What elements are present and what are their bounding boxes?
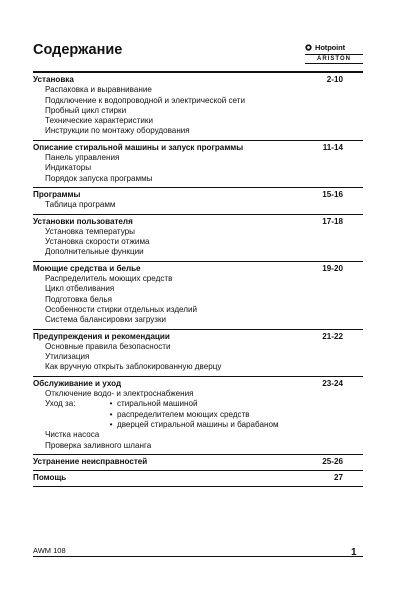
bullet: • bbox=[109, 409, 113, 419]
care-list bbox=[33, 399, 363, 409]
section-title: Предупреждения и рекомендации bbox=[33, 331, 170, 341]
page-number: 1 bbox=[351, 547, 357, 558]
section-pages: 15-16 bbox=[322, 189, 343, 199]
section-pages: 27 bbox=[333, 473, 343, 483]
brand-name: Hotpoint bbox=[315, 43, 346, 52]
page-title: Содержание bbox=[33, 42, 123, 58]
toc-item: Отключение водо- и электроснабжения bbox=[45, 389, 194, 399]
toc-item: Пробный цикл стирки bbox=[45, 105, 127, 115]
care-list bbox=[33, 410, 363, 420]
section-title: Описание стиральной машины и запуск программы bbox=[33, 142, 244, 152]
brand-mark-icon bbox=[305, 44, 312, 51]
footer-divider bbox=[33, 556, 363, 557]
section-title: Обслуживание и уход bbox=[33, 378, 122, 388]
section-pages: 17-18 bbox=[322, 216, 343, 226]
toc-section-detergents bbox=[33, 262, 363, 330]
toc-item: Порядок запуска программы bbox=[45, 173, 153, 183]
toc-item: Распределитель моющих средств bbox=[45, 274, 173, 284]
toc-item: Распаковка и выравнивание bbox=[45, 85, 152, 95]
toc-item: Чистка насоса bbox=[45, 430, 100, 440]
section-pages: 11-14 bbox=[322, 142, 343, 152]
care-bullet-item: стиральной машиной bbox=[117, 399, 198, 409]
model-number: AWM 108 bbox=[33, 546, 66, 555]
bullet: • bbox=[109, 419, 113, 429]
toc-section-help bbox=[33, 471, 363, 487]
toc-item: Таблица программ bbox=[45, 200, 116, 210]
toc-item: Инструкции по монтажу оборудования bbox=[45, 126, 190, 136]
section-pages: 21-22 bbox=[322, 331, 343, 341]
toc-item: Установка температуры bbox=[45, 226, 135, 236]
section-title: Устранение неисправностей bbox=[33, 456, 148, 466]
section-pages: 19-20 bbox=[322, 263, 343, 273]
toc-item: Как вручную открыть заблокированную дверцу bbox=[45, 362, 222, 372]
toc-item: Подготовка белья bbox=[45, 294, 112, 304]
section-title: Программы bbox=[33, 189, 81, 199]
toc-section-maintenance bbox=[33, 377, 363, 455]
toc-item: Панель управления bbox=[45, 153, 120, 163]
toc-item: Цикл отбеливания bbox=[45, 284, 115, 294]
toc-item: Технические характеристики bbox=[45, 116, 153, 126]
care-bullet-item: распределителем моющих средств bbox=[117, 409, 250, 419]
care-bullet-item: дверцей стиральной машины и барабаном bbox=[117, 419, 279, 429]
care-list bbox=[33, 420, 363, 430]
toc-item: Система балансировки загрузки bbox=[45, 315, 167, 325]
section-pages: 2-10 bbox=[326, 75, 343, 84]
toc-item: Проверка заливного шланга bbox=[45, 440, 152, 450]
toc-item: Индикаторы bbox=[45, 163, 92, 173]
brand-logo bbox=[305, 43, 363, 69]
section-title: Установка bbox=[33, 75, 74, 84]
table-of-contents bbox=[33, 73, 363, 487]
toc-item: Утилизация bbox=[45, 352, 90, 362]
toc-section-warnings bbox=[33, 330, 363, 377]
section-title: Установки пользователя bbox=[33, 216, 133, 226]
brand-sub: ARISTON bbox=[305, 54, 363, 64]
section-title: Помощь bbox=[33, 473, 67, 483]
toc-section-troubleshooting bbox=[33, 455, 363, 471]
toc-item: Основные правила безопасности bbox=[45, 341, 171, 351]
toc-item: Установка скорости отжима bbox=[45, 237, 150, 247]
section-title: Моющие средства и белье bbox=[33, 263, 141, 273]
toc-item: Дополнительные функции bbox=[45, 247, 144, 257]
toc-section-installation bbox=[33, 73, 363, 141]
care-label: Уход за: bbox=[45, 399, 76, 409]
section-pages: 23-24 bbox=[322, 378, 343, 388]
toc-section-user-settings bbox=[33, 215, 363, 262]
toc-section-description bbox=[33, 141, 363, 188]
bullet: • bbox=[109, 399, 113, 409]
toc-item: Особенности стирки отдельных изделий bbox=[45, 304, 198, 314]
toc-section-programs bbox=[33, 188, 363, 215]
toc-item: Подключение к водопроводной и электрической сети bbox=[45, 95, 245, 105]
section-pages: 25-26 bbox=[322, 456, 343, 466]
